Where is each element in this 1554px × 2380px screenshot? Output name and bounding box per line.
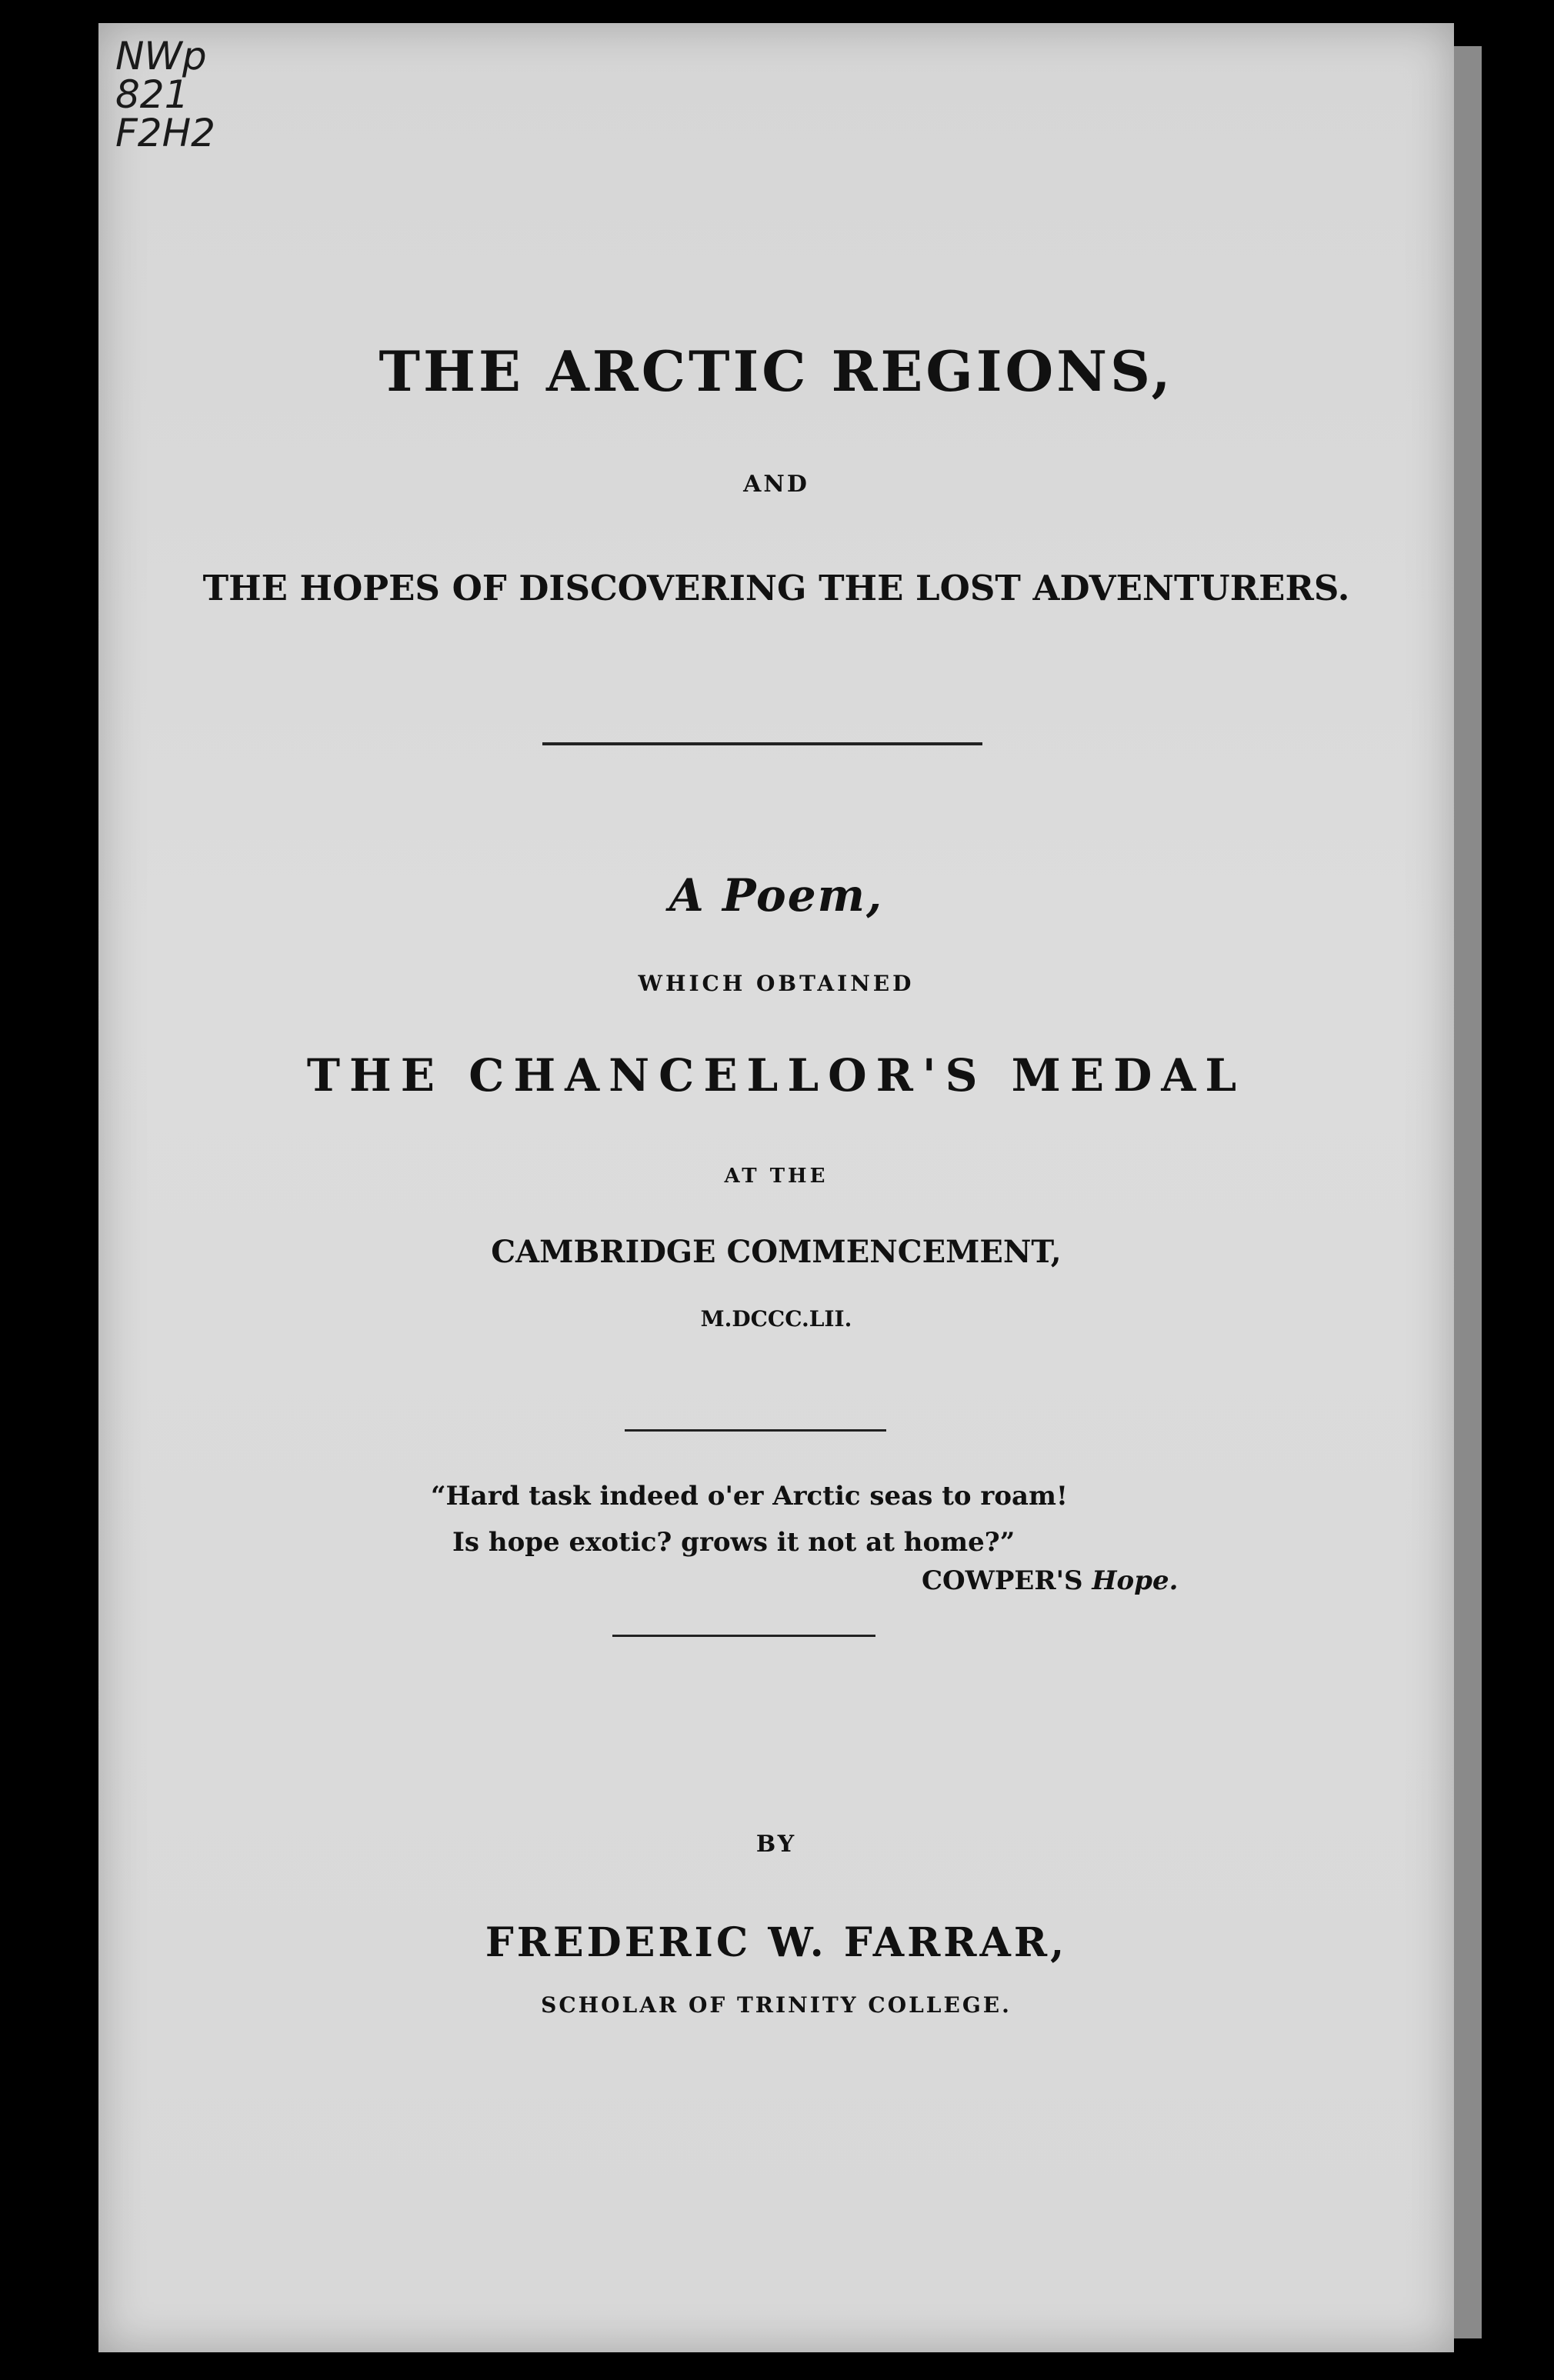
commencement: CAMBRIDGE COMMENCEMENT, [491, 1234, 1062, 1270]
subtitle: THE HOPES OF DISCOVERING THE LOST ADVENTURERS. [202, 568, 1350, 608]
epigraph-line-2: Is hope exotic? grows it not at home?” [452, 1527, 1015, 1558]
at-the: AT THE [724, 1165, 829, 1188]
divider-rule [542, 742, 982, 745]
divider-rule [625, 1429, 886, 1432]
title-conjunction: AND [743, 471, 809, 498]
author-name: FREDERIC W. FARRAR, [485, 1919, 1068, 1966]
divider-rule [612, 1635, 875, 1637]
page-edge [1454, 46, 1482, 2338]
by-label: BY [755, 1831, 797, 1858]
epigraph-line-1: “Hard task indeed o'er Arctic seas to roam! [431, 1481, 1068, 1512]
call-mark-line: NWp [115, 34, 207, 78]
attribution-work: Hope. [1092, 1565, 1179, 1596]
poem-label: A Poem, [669, 869, 884, 922]
epigraph-attribution [922, 1565, 1178, 1596]
call-mark-line: F2H2 [115, 111, 215, 155]
main-title: THE ARCTIC REGIONS, [378, 338, 1174, 404]
author-title: SCHOLAR OF TRINITY COLLEGE. [541, 1992, 1012, 2018]
attribution-author: COWPER'S [922, 1565, 1083, 1596]
which-obtained: WHICH OBTAINED [638, 971, 915, 996]
medal-heading: THE CHANCELLOR'S MEDAL [306, 1049, 1246, 1102]
year-roman: M.DCCC.LII. [700, 1306, 852, 1332]
handwritten-call-mark [115, 34, 215, 155]
call-mark-line: 821 [115, 72, 189, 117]
